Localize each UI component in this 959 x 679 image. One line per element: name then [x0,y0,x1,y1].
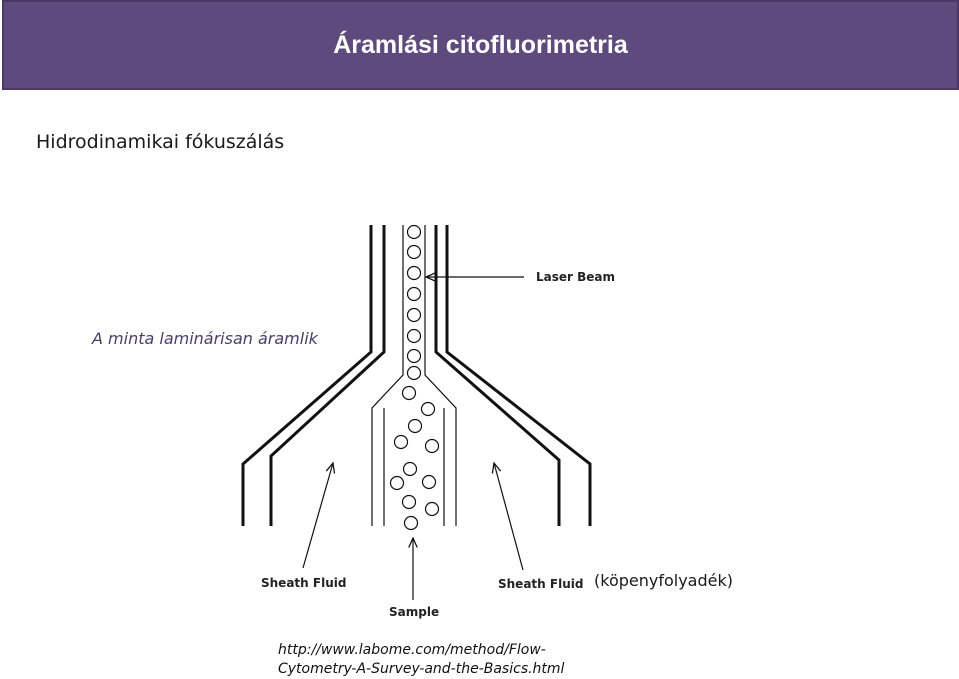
source-line-1: http://www.labome.com/method/Flow- [278,642,546,658]
outer-wall-left [243,225,384,526]
subtitle: Hidrodinamikai fókuszálás [36,131,285,153]
cells-aligned [408,226,421,380]
sample-label: Sample [389,605,440,619]
source-link[interactable] [278,641,564,679]
sheath-left-arrow [303,463,333,568]
source-line-2: Cytometry-A-Survey-and-the-Basics.html [278,661,565,677]
sheath-right-arrow [494,463,523,570]
sheath-fluid-translation: (köpenyfolyadék) [594,571,733,590]
laminar-flow-note: A minta laminárisan áramlik [92,329,318,348]
slide-title: Áramlási citofluorimetria [333,30,628,59]
sheath-fluid-left-label: Sheath Fluid [261,576,347,590]
sheath-fluid-right-label: Sheath Fluid [498,577,584,591]
cells-dispersed [391,387,439,530]
laser-beam-label: Laser Beam [536,270,616,284]
